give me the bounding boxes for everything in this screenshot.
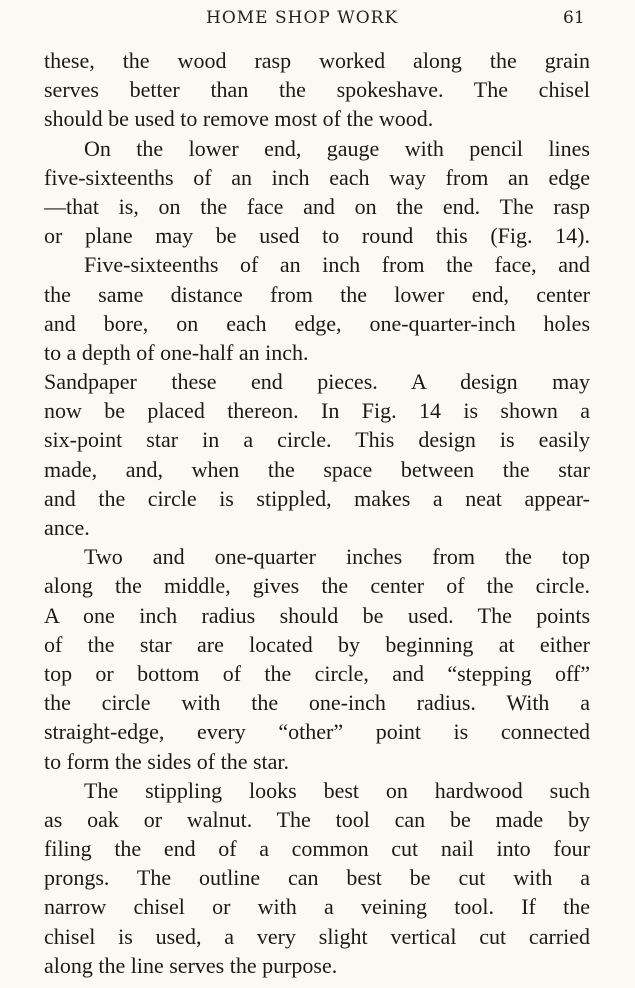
- text-line: filing the end of a common cut nail into four: [44, 836, 590, 862]
- text-line: A one inch radius should be used. The points: [44, 602, 590, 628]
- text-line: along the line serves the purpose.: [44, 952, 338, 978]
- text-line: the circle with the one-inch radius. With a: [44, 690, 590, 716]
- text-line: to a depth of one-half an inch.: [44, 339, 309, 365]
- text-line: narrow chisel or with a veining tool. If the: [44, 894, 590, 920]
- page-header: [0, 8, 635, 32]
- text-line: five-sixteenths of an inch each way from an edge: [44, 164, 590, 190]
- running-title: HOME SHOP WORK: [206, 8, 399, 28]
- text-line: Two and one-quarter inches from the top: [84, 544, 590, 570]
- text-line: —that is, on the face and on the end. The rasp: [44, 193, 590, 219]
- text-line: straight-edge, every “other” point is connected: [44, 719, 590, 745]
- text-line: ance.: [44, 515, 90, 540]
- text-line: top or bottom of the circle, and “stepping off”: [44, 660, 590, 686]
- text-line: Sandpaper these end pieces. A design may: [44, 369, 590, 395]
- text-line: these, the wood rasp worked along the grain: [44, 48, 590, 73]
- text-line: On the lower end, gauge with pencil lines: [84, 135, 590, 161]
- text-line: serves better than the spokeshave. The chisel: [44, 77, 590, 103]
- text-line: made, and, when the space between the star: [44, 456, 590, 482]
- text-line: and bore, on each edge, one-quarter-inch holes: [44, 310, 590, 336]
- text-line: now be placed thereon. In Fig. 14 is shown a: [44, 398, 590, 424]
- text-line: prongs. The outline can best be cut with a: [44, 865, 590, 891]
- text-line: along the middle, gives the center of the circle.: [44, 573, 590, 599]
- text-line: Five-sixteenths of an inch from the face, and: [84, 252, 590, 278]
- text-line: to form the sides of the star.: [44, 748, 290, 774]
- text-line: should be used to remove most of the wood.: [44, 106, 434, 132]
- text-line: The stippling looks best on hardwood such: [84, 777, 590, 803]
- text-line: and the circle is stippled, makes a neat appear-: [44, 485, 590, 511]
- text-line: of the star are located by beginning at either: [44, 631, 590, 657]
- text-line: chisel is used, a very slight vertical cut carried: [44, 923, 590, 949]
- body-text: [44, 46, 590, 980]
- text-line: or plane may be used to round this (Fig. 14).: [44, 223, 590, 249]
- page-number: 61: [563, 8, 585, 28]
- text-line: as oak or walnut. The tool can be made by: [44, 806, 590, 832]
- text-line: six-point star in a circle. This design is easily: [44, 427, 590, 453]
- text-line: the same distance from the lower end, center: [44, 281, 590, 307]
